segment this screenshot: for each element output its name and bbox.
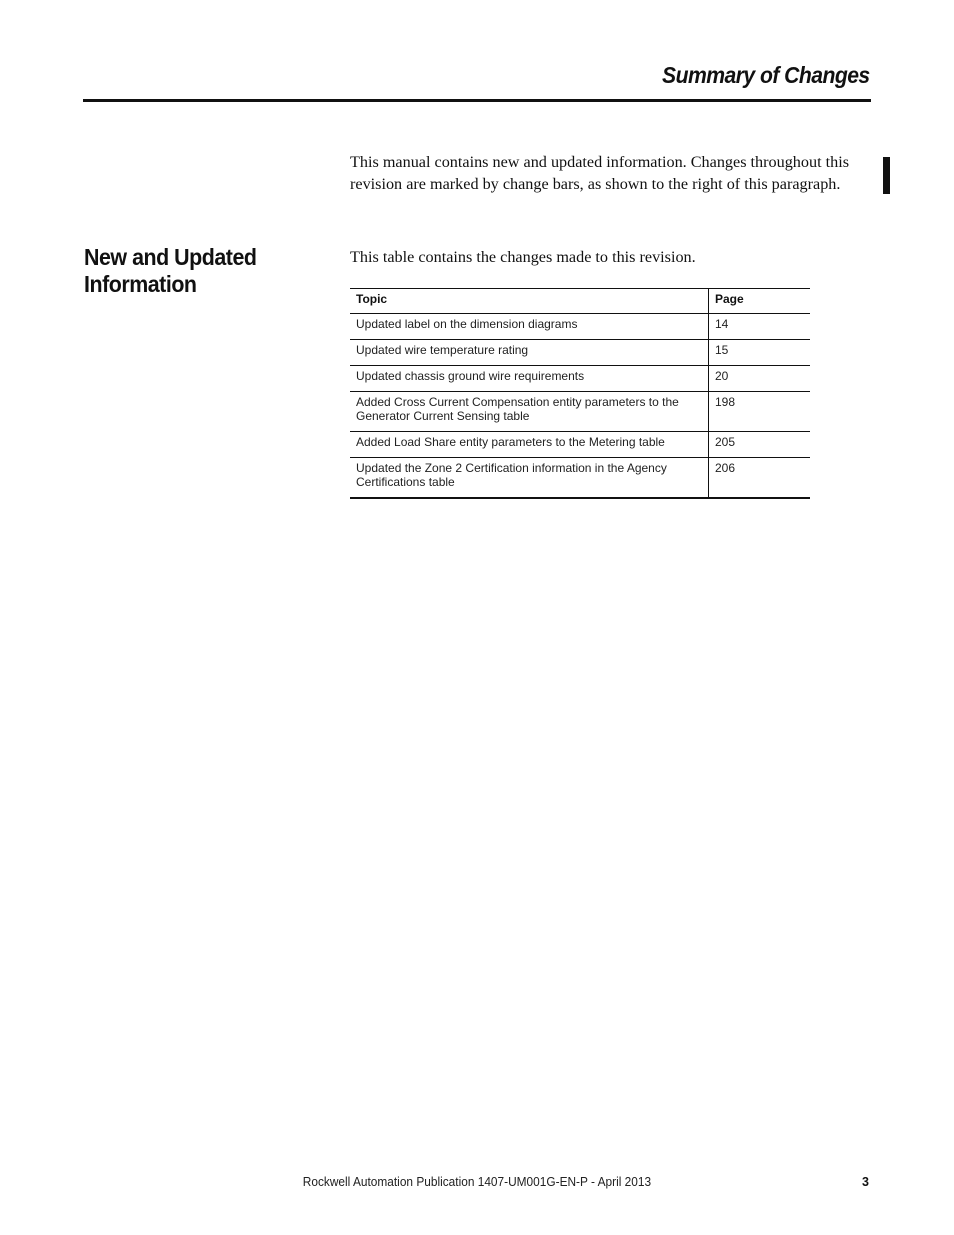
section-heading [84, 244, 298, 298]
section-heading-line1: New and Updated [84, 244, 257, 270]
table-row [350, 366, 810, 392]
topic-cell: Updated chassis ground wire requirements [350, 366, 709, 392]
title-rule [83, 99, 871, 102]
page-cell: 198 [715, 395, 736, 409]
page-cell: 15 [715, 343, 729, 357]
topic-cell: Updated wire temperature rating [350, 340, 709, 366]
column-header-topic: Topic [350, 289, 709, 314]
footer-page-number: 3 [862, 1175, 869, 1189]
page-cell: 206 [715, 461, 736, 475]
topic-cell: Updated the Zone 2 Certification information in the Agency Certifications table [350, 458, 709, 499]
table-row [350, 432, 810, 458]
page-title: Summary of Changes [662, 62, 870, 88]
page-cell: 205 [715, 435, 736, 449]
table-row [350, 314, 810, 340]
column-header-page: Page [715, 292, 744, 306]
topic-cell: Added Load Share entity parameters to the Metering table [350, 432, 709, 458]
intro-paragraph: This manual contains new and updated information. Changes throughout this revision are marked by change bars, as shown to the right of this paragraph. [350, 153, 850, 193]
changes-table [350, 288, 810, 499]
topic-cell: Updated label on the dimension diagrams [350, 314, 709, 340]
change-bar [883, 157, 890, 194]
table-header-row [350, 289, 810, 314]
section-heading-line2: Information [84, 271, 197, 297]
footer-publication: Rockwell Automation Publication 1407-UM001G-EN-P - April 2013 [302, 1175, 652, 1189]
page-cell: 14 [715, 317, 729, 331]
table-row [350, 392, 810, 432]
table-intro: This table contains the changes made to this revision. [350, 248, 696, 266]
topic-cell: Added Cross Current Compensation entity parameters to the Generator Current Sensing table [350, 392, 709, 432]
table-row [350, 458, 810, 499]
page-cell: 20 [715, 369, 729, 383]
table-row [350, 340, 810, 366]
